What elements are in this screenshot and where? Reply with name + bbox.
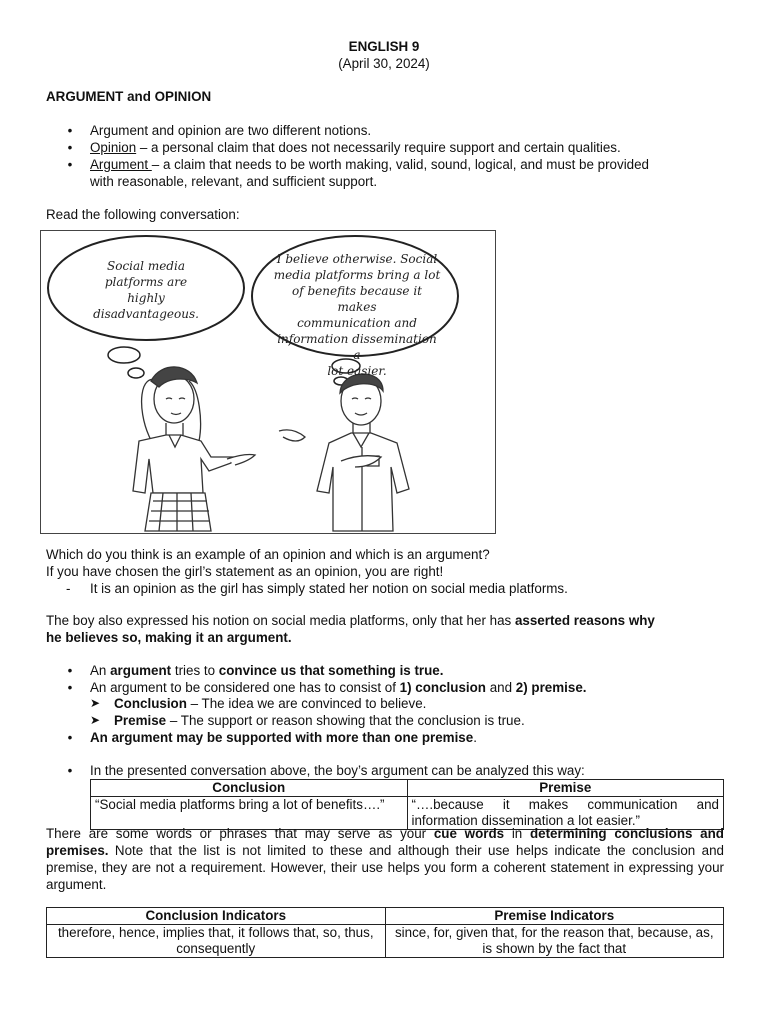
table-cell: “….because it makes communication and information dissemination a lot easier.” <box>407 797 724 830</box>
text: An <box>90 663 111 678</box>
intro-bullet-3 <box>90 156 649 173</box>
indicator-table <box>46 907 724 958</box>
text: There are some words or phrases that may serve as your <box>46 826 434 841</box>
text: tries to <box>171 663 219 678</box>
text: convince us that something is true. <box>218 663 444 678</box>
table-header: Premise Indicators <box>385 908 724 925</box>
boy-bubble-line: information dissemination a <box>277 332 437 362</box>
boy-figure <box>279 374 409 531</box>
opinion-term: Opinion <box>90 140 137 155</box>
opinion-definition: – a personal claim that does not necessarily require support and certain qualities. <box>136 140 621 155</box>
text: 1) conclusion <box>399 680 486 695</box>
text: Note that the list is not limited to these and although their use helps indicate the conclusion and premise, they are not a requirement. However, their use helps you form a coherent statement in expressing your argument. <box>46 843 724 892</box>
bullet-icon: • <box>67 157 73 172</box>
cue-words-paragraph <box>46 825 724 893</box>
argument-bullet-2 <box>90 679 587 696</box>
arrow-bullet-icon: ➤ <box>90 713 101 727</box>
girl-bubble-line: highly <box>127 291 165 305</box>
text: – The idea we are convinced to believe. <box>186 696 427 711</box>
conclusion-definition <box>114 695 426 712</box>
girl-bubble-line: Social media <box>107 259 185 273</box>
table-cell: since, for, given that, for the reason that, because, as, is shown by the fact that <box>385 925 724 958</box>
boy-paragraph-line1 <box>46 612 726 629</box>
section-title: ARGUMENT and OPINION <box>46 89 212 104</box>
read-prompt: Read the following conversation: <box>46 207 240 222</box>
text: – The support or reason showing that the conclusion is true. <box>166 713 525 728</box>
girl-bubble-text <box>78 258 214 322</box>
text: An argument to be considered one has to consist of <box>90 680 400 695</box>
table-cell: therefore, hence, implies that, it follows that, so, thus, consequently <box>47 925 386 958</box>
boy-bubble-line: communication and <box>297 316 417 330</box>
argument-term: Argument <box>90 157 152 172</box>
premise-definition <box>114 712 525 729</box>
boy-paragraph-text: The boy also expressed his notion on social media platforms, only that her has <box>46 613 515 628</box>
text: and <box>485 680 516 695</box>
text: determining conclusions and premises. <box>46 826 724 858</box>
intro-bullet-2 <box>90 139 621 156</box>
bullet-icon: • <box>67 123 73 138</box>
boy-bubble-line: of benefits because it makes <box>291 284 422 314</box>
table-header: Conclusion <box>91 780 408 797</box>
text: Conclusion <box>114 696 187 711</box>
argument-definition-line2: with reasonable, relevant, and sufficient support. <box>90 174 378 189</box>
argument-definition-line1: – a claim that needs to be worth making, valid, sound, logical, and must be provided <box>151 157 650 172</box>
intro-bullet-1: Argument and opinion are two different notions. <box>90 123 372 138</box>
text: argument <box>110 663 172 678</box>
girl-bubble-line: platforms are <box>104 275 188 289</box>
conversation-illustration <box>40 230 496 534</box>
bullet-icon: • <box>67 140 73 155</box>
document-date: (April 30, 2024) <box>338 56 430 71</box>
text: cue words <box>433 826 505 841</box>
text: in <box>504 826 530 841</box>
boy-bubble-line: lot easier. <box>327 364 387 378</box>
argument-bullet-3 <box>90 729 477 746</box>
argument-bullet-1 <box>90 662 443 679</box>
text: An argument may be supported with more than one premise <box>90 730 474 745</box>
bullet-icon: • <box>67 763 73 778</box>
girl-bubble-line: disadvantageous. <box>93 307 199 321</box>
text: . <box>473 730 477 745</box>
bullet-icon: • <box>67 730 73 745</box>
boy-paragraph-line2: he believes so, making it an argument. <box>46 630 292 645</box>
document-title: ENGLISH 9 <box>348 39 420 54</box>
argument-analysis-table <box>90 779 724 830</box>
bullet-icon: • <box>67 663 73 678</box>
boy-bubble-line: media platforms bring a lot <box>273 268 441 282</box>
table-cell: “Social media platforms bring a lot of benefits….” <box>91 797 408 830</box>
text: 2) premise. <box>515 680 587 695</box>
opinion-explanation: It is an opinion as the girl has simply stated her notion on social media platforms. <box>90 581 568 596</box>
girl-figure <box>133 367 255 531</box>
question-line-2: If you have chosen the girl’s statement as an opinion, you are right! <box>46 564 444 579</box>
boy-paragraph-emphasis: asserted reasons why <box>514 613 655 628</box>
arrow-bullet-icon: ➤ <box>90 696 101 710</box>
dash-marker: - <box>66 581 71 596</box>
question-line-1: Which do you think is an example of an opinion and which is an argument? <box>46 547 490 562</box>
boy-bubble-line: I believe otherwise. Social <box>276 252 438 266</box>
table-header: Premise <box>407 780 724 797</box>
argument-bullet-4: In the presented conversation above, the boy’s argument can be analyzed this way: <box>90 763 585 778</box>
table-header: Conclusion Indicators <box>47 908 386 925</box>
boy-bubble-text <box>273 251 441 379</box>
bullet-icon: • <box>67 680 73 695</box>
text: Premise <box>114 713 167 728</box>
